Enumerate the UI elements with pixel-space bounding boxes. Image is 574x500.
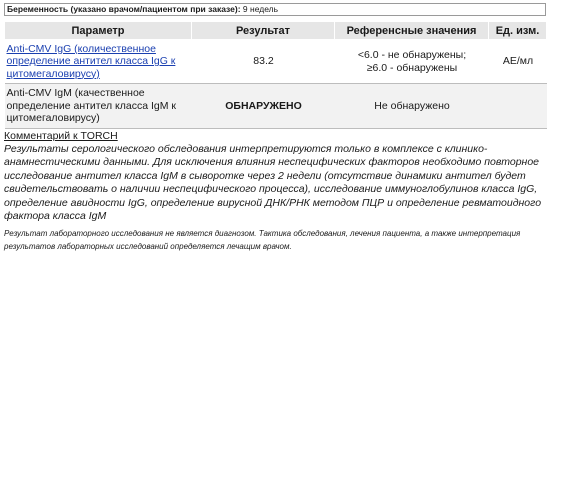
results-table bbox=[4, 21, 547, 129]
disclaimer-text: Результат лабораторного исследования не является диагнозом. Тактика обследования, лечения пациента, а также интерпретация результатов лабораторных исследований определяется лечащим врачом. bbox=[4, 229, 521, 252]
column-header-reference: Референсные значения bbox=[335, 22, 489, 40]
table-row bbox=[5, 84, 547, 129]
reference-line: ≥6.0 - обнаружены bbox=[366, 61, 458, 74]
column-header-unit: Ед. изм. bbox=[489, 22, 547, 40]
table-cell-parameter: Anti-CMV IgM (качественное определение антител класса IgM к цитомегаловирусу) bbox=[5, 84, 192, 129]
table-cell-reference: Не обнаружено bbox=[335, 84, 489, 129]
table-cell-result: 83.2 bbox=[192, 40, 335, 84]
column-header-parameter: Параметр bbox=[5, 22, 192, 40]
column-header-result: Результат bbox=[192, 22, 335, 40]
table-cell-unit bbox=[489, 84, 547, 129]
reference-line: <6.0 - не обнаружены; bbox=[357, 49, 467, 61]
table-cell-unit: АЕ/мл bbox=[489, 40, 547, 84]
cmv-igg-link[interactable]: Anti-CMV IgG (количественное определение антител класса IgG к цитомегаловирусу) bbox=[6, 42, 176, 80]
table-row bbox=[5, 40, 547, 84]
table-cell-result: ОБНАРУЖЕНО bbox=[192, 84, 335, 129]
pregnancy-info bbox=[4, 3, 546, 16]
table-cell-reference bbox=[335, 40, 489, 84]
comment-text: Результаты серологического обследования интерпретируются только в комплексе с клинико-анамнестическими данными. Для исключения влияния неспецифических факторов необходимо повторное исследование антител класса IgM в сыворотке через 2 недели (отсутствие динамики антител будет свидетельствовать о наличии неспецифического процесса), исследование иммуноглобулинов класса IgG, определение авидности IgG, определение вирусной ДНК/РНК методом ПЦР и определение ревматоидного фактора класса IgM bbox=[4, 143, 542, 223]
table-cell-parameter[interactable] bbox=[5, 40, 192, 84]
comment-title: Комментарий к TORCH bbox=[4, 130, 118, 142]
pregnancy-label: Беременность (указано врачом/пациентом при заказе): bbox=[7, 4, 241, 14]
pregnancy-value: 9 недель bbox=[242, 4, 279, 14]
lab-report bbox=[4, 3, 546, 253]
table-header-row bbox=[5, 22, 547, 40]
